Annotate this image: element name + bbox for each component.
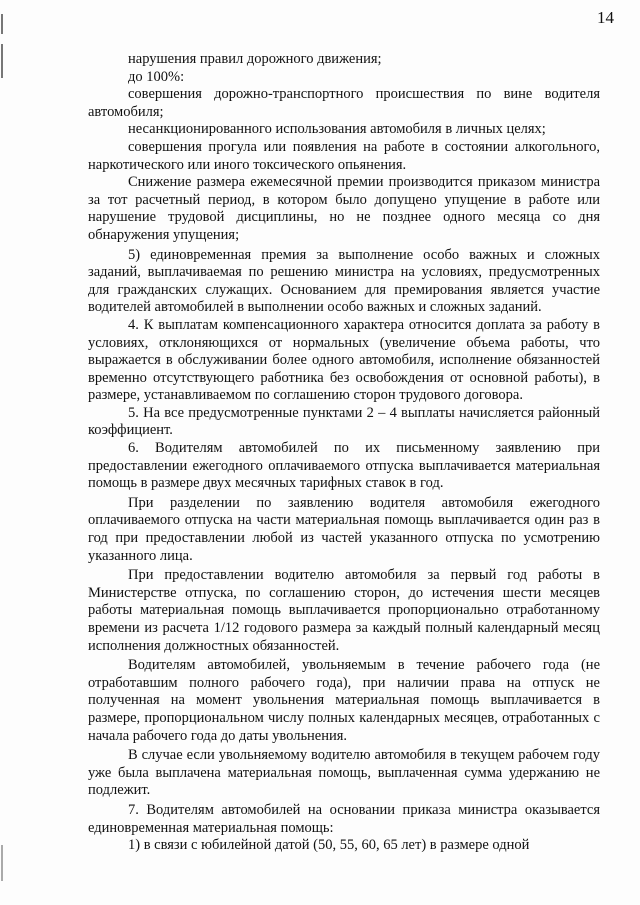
paragraph: 1) в связи с юбилейной датой (50, 55, 60, 65 лет) в размере одной bbox=[128, 837, 530, 854]
scan-edge-mark bbox=[1, 845, 3, 881]
paragraph: Водителям автомобилей, увольняемым в течение рабочего года (не отработавшим полного рабочего года), при наличии права на отпуск не полученная на момент увольнения материальная помощь выплачивается в размере, пропорциональном числу полных календарных месяцев, отработанных с начала рабочего года до даты увольнения. bbox=[88, 657, 600, 744]
paragraph: 5) единовременная премия за выполнение особо важных и сложных заданий, выплачиваемая по решению министра на условиях, предусмотренных для гражданских служащих. Основанием для премирования является участие водителей автомобилей в выполнении особо важных и сложных заданий. bbox=[88, 246, 600, 316]
paragraph: В случае если увольняемому водителю автомобиля в текущем рабочем году уже была выплачена материальная помощь, выплаченная сумма удержанию не подлежит. bbox=[88, 747, 600, 799]
paragraph: 4. К выплатам компенсационного характера относится доплата за работу в условиях, отклоняющихся от нормальных (увеличение объема работы, что выражается в обслуживании более одного автомобиля, исполнение обязанностей временно отсутствующего работника без освобождения от основной работы), в размере, устанавливаемом по соглашению сторон трудового договора. bbox=[88, 316, 600, 404]
paragraph: совершения дорожно-транспортного происшествия по вине водителя автомобиля; bbox=[88, 86, 600, 120]
paragraph: 5. На все предусмотренные пунктами 2 – 4 выплаты начисляется районный коэффициент. bbox=[88, 404, 600, 439]
paragraph: совершения прогула или появления на работе в состоянии алкогольного, наркотического или иного токсического опьянения. bbox=[88, 138, 600, 173]
scan-edge-mark bbox=[1, 14, 3, 34]
paragraph: нарушения правил дорожного движения; bbox=[128, 51, 382, 67]
page-number: 14 bbox=[597, 8, 614, 27]
paragraph: При предоставлении водителю автомобиля за первый год работы в Министерстве отпуска, по соглашению сторон, до истечения шести месяцев работы материальная помощь выплачивается пропорционально отработанному времени из расчета 1/12 годового размера за каждый полный календарный месяц исполнения должностных обязанностей. bbox=[88, 567, 600, 654]
document-body bbox=[88, 51, 600, 855]
paragraph: до 100%: bbox=[128, 68, 185, 85]
paragraph: несанкционированного использования автомобиля в личных целях; bbox=[128, 121, 546, 138]
paragraph: 6. Водителям автомобилей по их письменному заявлению при предоставлении ежегодного оплачиваемого отпуска выплачивается материальная помощь в размере двух месячных тарифных ставок в год. bbox=[88, 440, 600, 492]
paragraph: При разделении по заявлению водителя автомобиля ежегодного оплачиваемого отпуска на части материальная помощь выплачивается один раз в год при предоставлении любой из частей указанного отпуска по усмотрению указанного лица. bbox=[88, 494, 600, 564]
scan-edge-mark bbox=[1, 44, 3, 78]
paragraph: 7. Водителям автомобилей на основании приказа министра оказывается единовременная материальная помощь: bbox=[88, 801, 600, 836]
paragraph: Снижение размера ежемесячной премии производится приказом министра за тот расчетный период, в котором было допущено упущение в работе или нарушение трудовой дисциплины, но не позднее одного месяца со дня обнаружения упущения; bbox=[88, 174, 600, 243]
